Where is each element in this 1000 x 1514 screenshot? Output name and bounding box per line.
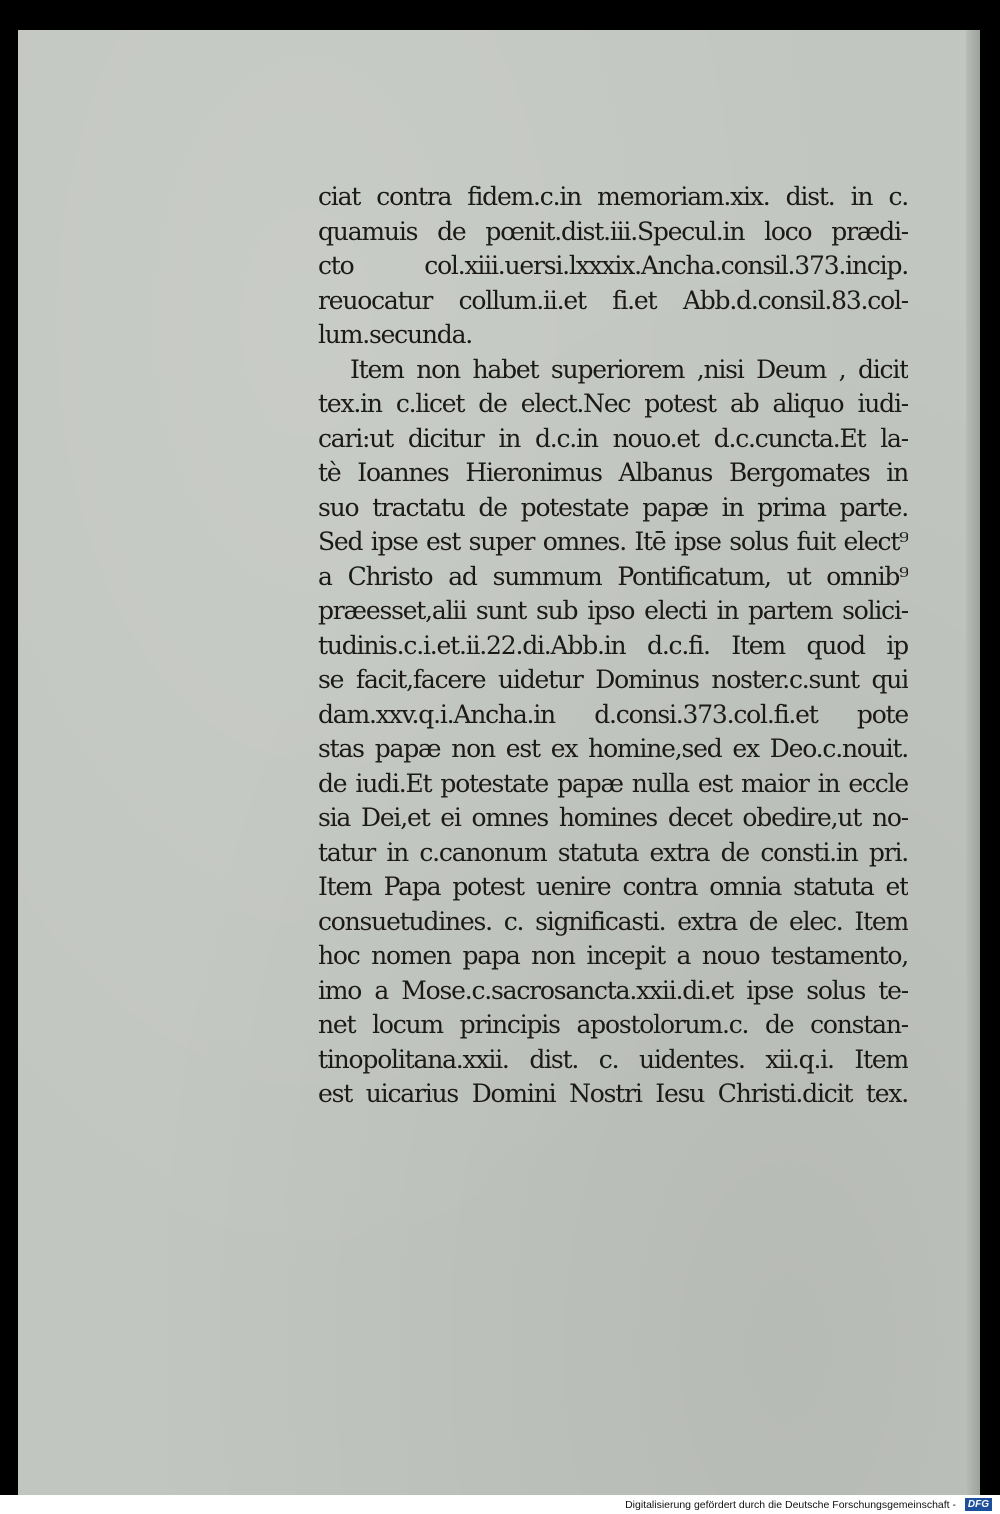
- text-line: imo a Mose.c.sacrosancta.xxii.di.et ipse solus te-: [318, 975, 908, 1005]
- book-page: [18, 30, 980, 1495]
- text-line: de iudi.Et potestate papæ nulla est maior in eccle: [318, 768, 908, 798]
- digitization-credit: Digitalisierung gefördert durch die Deutsche Forschungsgemeinschaft -: [625, 1499, 956, 1511]
- text-line: tudinis.c.i.et.ii.22.di.Abb.in d.c.fi. Item quod ip: [318, 630, 908, 660]
- paragraph-start-line: Item non habet superiorem ,nisi Deum , dicit: [350, 354, 908, 384]
- text-line: tatur in c.canonum statuta extra de consti.in pri.: [318, 837, 908, 867]
- text-line: stas papæ non est ex homine,sed ex Deo.c.nouit.: [318, 734, 908, 763]
- text-line: est uicarius Domini Nostri Iesu Christi.dicit tex.: [318, 1079, 908, 1108]
- text-line: tè Ioannes Hieronimus Albanus Bergomates in: [318, 458, 908, 487]
- text-line: ciat contra fidem.c.in memoriam.xix. dist. in c.: [318, 182, 908, 211]
- dfg-logo[interactable]: DFG: [965, 1498, 992, 1511]
- text-line: lum.secunda.: [318, 320, 473, 349]
- text-line: net locum principis apostolorum.c. de constan-: [318, 1010, 908, 1039]
- text-line: a Christo ad summum Pontificatum, ut omnib⁹: [318, 561, 908, 591]
- text-line: dam.xxv.q.i.Ancha.in d.consi.373.col.fi.et pote: [318, 699, 908, 729]
- text-line: reuocatur collum.ii.et fi.et Abb.d.consil.83.col-: [318, 285, 908, 315]
- text-line: cto col.xiii.uersi.lxxxix.Ancha.consil.373.incip.: [318, 251, 908, 280]
- footer-bar: [0, 1495, 1000, 1514]
- text-line: tinopolitana.xxii. dist. c. uidentes. xii.q.i. Item: [318, 1044, 908, 1074]
- text-line: se facit,facere uidetur Dominus noster.c.sunt qui: [318, 665, 908, 694]
- text-line: præesset,alii sunt sub ipso electi in partem solici-: [318, 596, 908, 625]
- text-line: Sed ipse est super omnes. Itē ipse solus fuit elect⁹: [318, 527, 908, 556]
- body-text: [318, 180, 908, 1112]
- text-line: suo tractatu de potestate papæ in prima parte.: [318, 492, 908, 522]
- text-line: cari:ut dicitur in d.c.in nouo.et d.c.cuncta.Et la-: [318, 423, 908, 453]
- text-line: tex.in c.licet de elect.Nec potest ab aliquo iudi-: [318, 389, 908, 418]
- text-line: sia Dei,et ei omnes homines decet obedire,ut no-: [318, 803, 908, 832]
- text-line: consuetudines. c. significasti. extra de elec. Item: [318, 906, 908, 936]
- text-line: quamuis de pœnit.dist.iii.Specul.in loco prædi-: [318, 216, 908, 246]
- text-line: hoc nomen papa non incepit a nouo testamento,: [318, 941, 908, 970]
- text-line: Item Papa potest uenire contra omnia statuta et: [318, 872, 908, 901]
- page-edge: [966, 30, 980, 1495]
